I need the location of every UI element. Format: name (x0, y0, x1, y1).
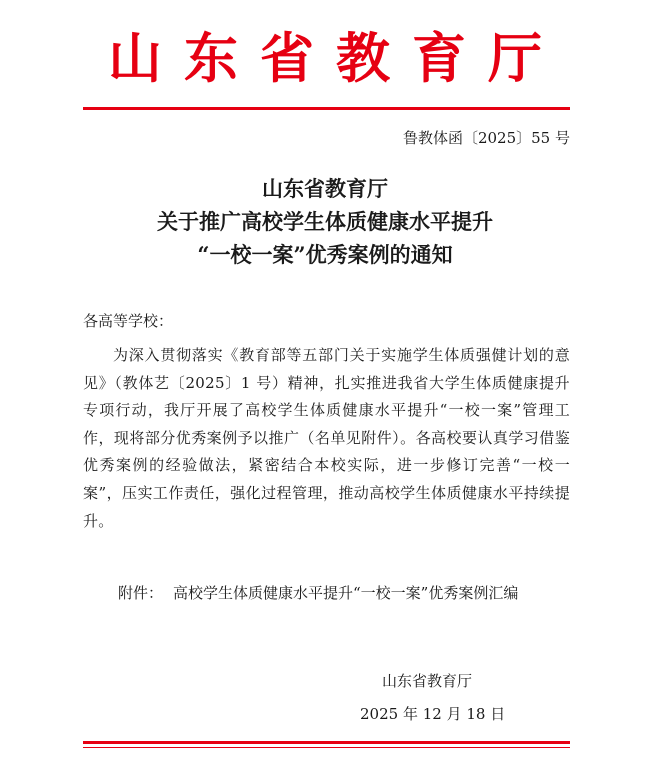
document-title (0, 172, 650, 271)
title-line-3: “一校一案”优秀案例的通知 (197, 242, 453, 267)
attachment-label: 附件： (118, 584, 164, 602)
salutation: 各高等学校： (83, 312, 174, 330)
masthead-red-rule (83, 107, 570, 110)
document-number: 鲁教体函〔2025〕55 号 (402, 129, 570, 147)
attachment-note (118, 580, 573, 607)
title-line-1: 山东省教育厅 (262, 176, 388, 201)
title-line-2: 关于推广高校学生体质健康水平提升 (157, 209, 493, 234)
body-paragraph: 为深入贯彻落实《教育部等五部门关于实施学生体质强健计划的意见》（教体艺〔2025〕1 号）精神，扎实推进我省大学生体质健康提升专项行动，我厅开展了高校学生体质健康水平提升“一校一案”管理工作，现将部分优秀案例予以推广（名单见附件）。各高校要认真学习借鉴优秀案例的经验做法，紧密结合本校实际，进一步修订完善“一校一案”，压实工作责任，强化过程管理，推动高校学生体质健康水平持续提升。 (83, 346, 570, 530)
issuer-signature: 山东省教育厅 (382, 672, 473, 690)
masthead-title: 山东省教育厅 (108, 26, 564, 90)
footer-red-rule-thin (83, 747, 570, 748)
attachment-text: 高校学生体质健康水平提升“一校一案”优秀案例汇编 (173, 584, 519, 602)
footer-red-rule-thick (83, 741, 570, 744)
issue-date: 2025 年 12 月 18 日 (360, 705, 506, 723)
